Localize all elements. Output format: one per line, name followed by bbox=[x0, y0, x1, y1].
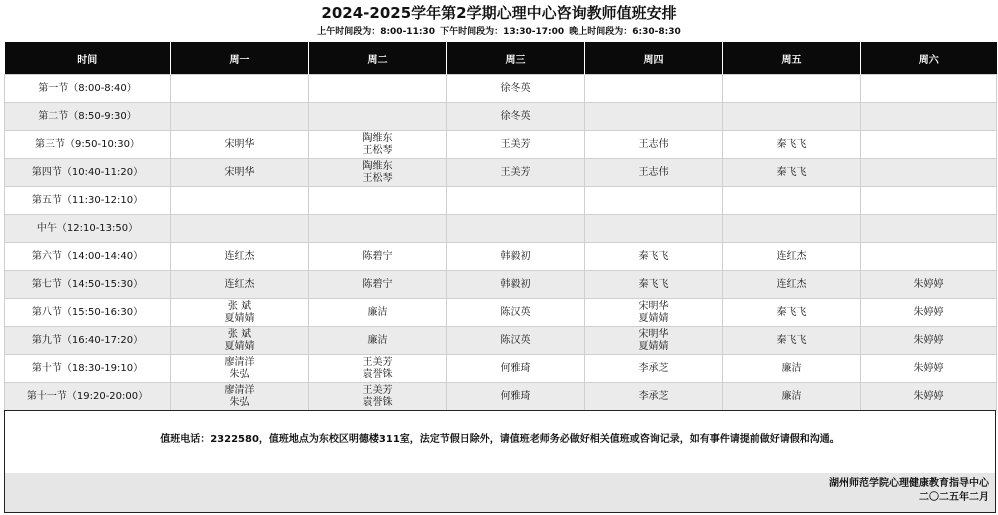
duty-cell bbox=[723, 355, 861, 383]
teacher-name: 韩毅初 bbox=[500, 250, 531, 262]
teacher-name: 陈汉英 bbox=[500, 306, 531, 318]
teacher-name: 廉洁 bbox=[781, 362, 802, 374]
teacher-name: 陈碧宁 bbox=[362, 278, 393, 290]
duty-cell bbox=[861, 299, 997, 327]
teacher-name: 何雅琦 bbox=[500, 362, 531, 374]
table-body bbox=[5, 75, 997, 411]
column-header-monday: 周一 bbox=[171, 42, 309, 75]
signature-block bbox=[829, 477, 989, 505]
column-header-wednesday: 周三 bbox=[447, 42, 585, 75]
duty-cell bbox=[171, 327, 309, 355]
duty-cell bbox=[171, 215, 309, 243]
duty-notice: 值班电话：2322580，值班地点为东校区明德楼311室，法定节假日除外，请值班老师务必做好相关值班或咨询记录，如有事件请提前做好请假和沟通。 bbox=[160, 434, 840, 445]
teacher-name: 袁誉铢 bbox=[362, 396, 393, 408]
duty-cell bbox=[309, 299, 447, 327]
duty-cell bbox=[585, 243, 723, 271]
teacher-name: 王美芳 bbox=[362, 356, 393, 368]
duty-cell bbox=[861, 103, 997, 131]
teacher-name: 秦飞飞 bbox=[638, 250, 669, 262]
duty-cell bbox=[861, 75, 997, 103]
duty-cell bbox=[723, 75, 861, 103]
teacher-name: 王志伟 bbox=[638, 138, 669, 150]
duty-cell bbox=[171, 383, 309, 411]
teacher-name: 李承芝 bbox=[638, 362, 669, 374]
teacher-name: 宋明华 bbox=[638, 300, 669, 312]
duty-cell bbox=[309, 215, 447, 243]
duty-schedule-table bbox=[4, 42, 997, 411]
duty-cell bbox=[309, 271, 447, 299]
teacher-name: 宋明华 bbox=[224, 138, 255, 150]
duty-cell bbox=[447, 187, 585, 215]
duty-cell bbox=[585, 159, 723, 187]
duty-cell bbox=[585, 131, 723, 159]
duty-cell bbox=[723, 271, 861, 299]
duty-cell bbox=[723, 215, 861, 243]
column-header-time: 时间 bbox=[5, 42, 171, 75]
teacher-name: 廉洁 bbox=[367, 334, 388, 346]
column-header-tuesday: 周二 bbox=[309, 42, 447, 75]
duty-cell bbox=[171, 159, 309, 187]
teacher-name: 陈碧宁 bbox=[362, 250, 393, 262]
teacher-name: 连红杰 bbox=[224, 278, 255, 290]
teacher-name: 陶维东 bbox=[362, 132, 393, 144]
duty-cell bbox=[447, 75, 585, 103]
table-row bbox=[5, 159, 997, 187]
teacher-name: 连红杰 bbox=[776, 250, 807, 262]
duty-cell bbox=[861, 131, 997, 159]
duty-cell bbox=[309, 355, 447, 383]
teacher-name: 秦飞飞 bbox=[776, 306, 807, 318]
table-row bbox=[5, 299, 997, 327]
duty-cell bbox=[309, 75, 447, 103]
teacher-name: 陈汉英 bbox=[500, 334, 531, 346]
duty-cell bbox=[723, 131, 861, 159]
teacher-name: 徐冬英 bbox=[500, 110, 531, 122]
duty-cell bbox=[171, 355, 309, 383]
teacher-name: 袁誉铢 bbox=[362, 368, 393, 380]
teacher-name: 廖清洋 bbox=[224, 356, 255, 368]
duty-cell bbox=[171, 299, 309, 327]
teacher-name: 夏婧婧 bbox=[224, 312, 255, 324]
teacher-name: 王松琴 bbox=[362, 144, 393, 156]
teacher-name: 张 斌 bbox=[227, 300, 252, 312]
duty-cell bbox=[585, 215, 723, 243]
time-slot-cell: 第十节（18:30-19:10） bbox=[5, 355, 171, 383]
duty-cell bbox=[723, 299, 861, 327]
duty-cell bbox=[309, 383, 447, 411]
teacher-name: 王松琴 bbox=[362, 172, 393, 184]
table-row bbox=[5, 187, 997, 215]
table-row bbox=[5, 103, 997, 131]
duty-cell bbox=[861, 243, 997, 271]
table-row bbox=[5, 75, 997, 103]
duty-cell bbox=[447, 271, 585, 299]
time-slot-cell: 第八节（15:50-16:30） bbox=[5, 299, 171, 327]
teacher-name: 陶维东 bbox=[362, 160, 393, 172]
duty-cell bbox=[585, 103, 723, 131]
teacher-name: 宋明华 bbox=[638, 328, 669, 340]
teacher-name: 夏婧婧 bbox=[224, 340, 255, 352]
time-periods-note bbox=[0, 26, 998, 38]
duty-cell bbox=[585, 327, 723, 355]
duty-cell bbox=[171, 243, 309, 271]
teacher-name: 张 斌 bbox=[227, 328, 252, 340]
table-row bbox=[5, 383, 997, 411]
teacher-name: 廖清洋 bbox=[224, 384, 255, 396]
duty-cell bbox=[723, 383, 861, 411]
duty-cell bbox=[309, 327, 447, 355]
teacher-name: 廉洁 bbox=[367, 306, 388, 318]
time-slot-cell: 第六节（14:00-14:40） bbox=[5, 243, 171, 271]
duty-cell bbox=[723, 103, 861, 131]
duty-cell bbox=[309, 159, 447, 187]
duty-cell bbox=[309, 103, 447, 131]
teacher-name: 朱弘 bbox=[229, 396, 250, 408]
time-slot-cell: 第十一节（19:20-20:00） bbox=[5, 383, 171, 411]
teacher-name: 朱婷婷 bbox=[913, 334, 944, 346]
issue-date: 二〇二五年二月 bbox=[919, 492, 989, 503]
duty-cell bbox=[309, 131, 447, 159]
teacher-name: 连红杰 bbox=[224, 250, 255, 262]
teacher-name: 王美芳 bbox=[500, 138, 531, 150]
teacher-name: 秦飞飞 bbox=[776, 138, 807, 150]
duty-cell bbox=[861, 187, 997, 215]
duty-cell bbox=[723, 327, 861, 355]
teacher-name: 连红杰 bbox=[776, 278, 807, 290]
table-row bbox=[5, 271, 997, 299]
organization-name: 湖州师范学院心理健康教育指导中心 bbox=[829, 478, 989, 489]
teacher-name: 秦飞飞 bbox=[776, 334, 807, 346]
duty-cell bbox=[447, 243, 585, 271]
duty-cell bbox=[309, 187, 447, 215]
teacher-name: 王志伟 bbox=[638, 166, 669, 178]
column-header-friday: 周五 bbox=[723, 42, 861, 75]
time-slot-cell: 第七节（14:50-15:30） bbox=[5, 271, 171, 299]
duty-cell bbox=[585, 299, 723, 327]
afternoon-period: 下午时间段为：13:30-17:00 bbox=[440, 27, 565, 37]
duty-cell bbox=[861, 215, 997, 243]
table-row bbox=[5, 243, 997, 271]
teacher-name: 夏婧婧 bbox=[638, 312, 669, 324]
table-row bbox=[5, 131, 997, 159]
teacher-name: 韩毅初 bbox=[500, 278, 531, 290]
page-title: 2024-2025学年第2学期心理中心咨询教师值班安排 bbox=[321, 4, 677, 22]
table-row bbox=[5, 355, 997, 383]
teacher-name: 宋明华 bbox=[224, 166, 255, 178]
duty-cell bbox=[447, 215, 585, 243]
teacher-name: 何雅琦 bbox=[500, 390, 531, 402]
duty-cell bbox=[723, 243, 861, 271]
duty-cell bbox=[861, 355, 997, 383]
duty-cell bbox=[723, 159, 861, 187]
teacher-name: 夏婧婧 bbox=[638, 340, 669, 352]
table-row bbox=[5, 215, 997, 243]
duty-cell bbox=[171, 187, 309, 215]
time-slot-cell: 第一节（8:00-8:40） bbox=[5, 75, 171, 103]
table-row bbox=[5, 327, 997, 355]
duty-cell bbox=[585, 383, 723, 411]
morning-period: 上午时间段为：8:00-11:30 bbox=[317, 27, 435, 37]
teacher-name: 朱婷婷 bbox=[913, 390, 944, 402]
evening-period: 晚上时间段为：6:30-8:30 bbox=[569, 27, 681, 37]
duty-cell bbox=[861, 327, 997, 355]
duty-cell bbox=[585, 187, 723, 215]
duty-cell bbox=[723, 187, 861, 215]
teacher-name: 秦飞飞 bbox=[638, 278, 669, 290]
footer-panel bbox=[4, 410, 996, 513]
duty-cell bbox=[171, 131, 309, 159]
duty-cell bbox=[447, 299, 585, 327]
teacher-name: 廉洁 bbox=[781, 390, 802, 402]
table-header-row bbox=[5, 42, 997, 75]
duty-cell bbox=[171, 103, 309, 131]
teacher-name: 朱婷婷 bbox=[913, 362, 944, 374]
teacher-name: 王美芳 bbox=[500, 166, 531, 178]
teacher-name: 李承芝 bbox=[638, 390, 669, 402]
duty-cell bbox=[447, 327, 585, 355]
duty-cell bbox=[861, 271, 997, 299]
duty-cell bbox=[171, 271, 309, 299]
teacher-name: 王美芳 bbox=[362, 384, 393, 396]
duty-cell bbox=[447, 159, 585, 187]
time-slot-cell: 第三节（9:50-10:30） bbox=[5, 131, 171, 159]
duty-cell bbox=[171, 75, 309, 103]
time-slot-cell: 第四节（10:40-11:20） bbox=[5, 159, 171, 187]
time-slot-cell: 第五节（11:30-12:10） bbox=[5, 187, 171, 215]
teacher-name: 朱婷婷 bbox=[913, 306, 944, 318]
time-slot-cell: 第二节（8:50-9:30） bbox=[5, 103, 171, 131]
teacher-name: 朱婷婷 bbox=[913, 278, 944, 290]
duty-cell bbox=[447, 131, 585, 159]
column-header-saturday: 周六 bbox=[861, 42, 997, 75]
column-header-thursday: 周四 bbox=[585, 42, 723, 75]
duty-cell bbox=[447, 355, 585, 383]
duty-cell bbox=[585, 355, 723, 383]
duty-cell bbox=[447, 103, 585, 131]
time-slot-cell: 中午（12:10-13:50） bbox=[5, 215, 171, 243]
duty-cell bbox=[585, 271, 723, 299]
teacher-name: 秦飞飞 bbox=[776, 166, 807, 178]
duty-cell bbox=[861, 159, 997, 187]
duty-cell bbox=[447, 383, 585, 411]
time-slot-cell: 第九节（16:40-17:20） bbox=[5, 327, 171, 355]
teacher-name: 朱弘 bbox=[229, 368, 250, 380]
duty-cell bbox=[585, 75, 723, 103]
duty-cell bbox=[861, 383, 997, 411]
teacher-name: 徐冬英 bbox=[500, 82, 531, 94]
duty-cell bbox=[309, 243, 447, 271]
